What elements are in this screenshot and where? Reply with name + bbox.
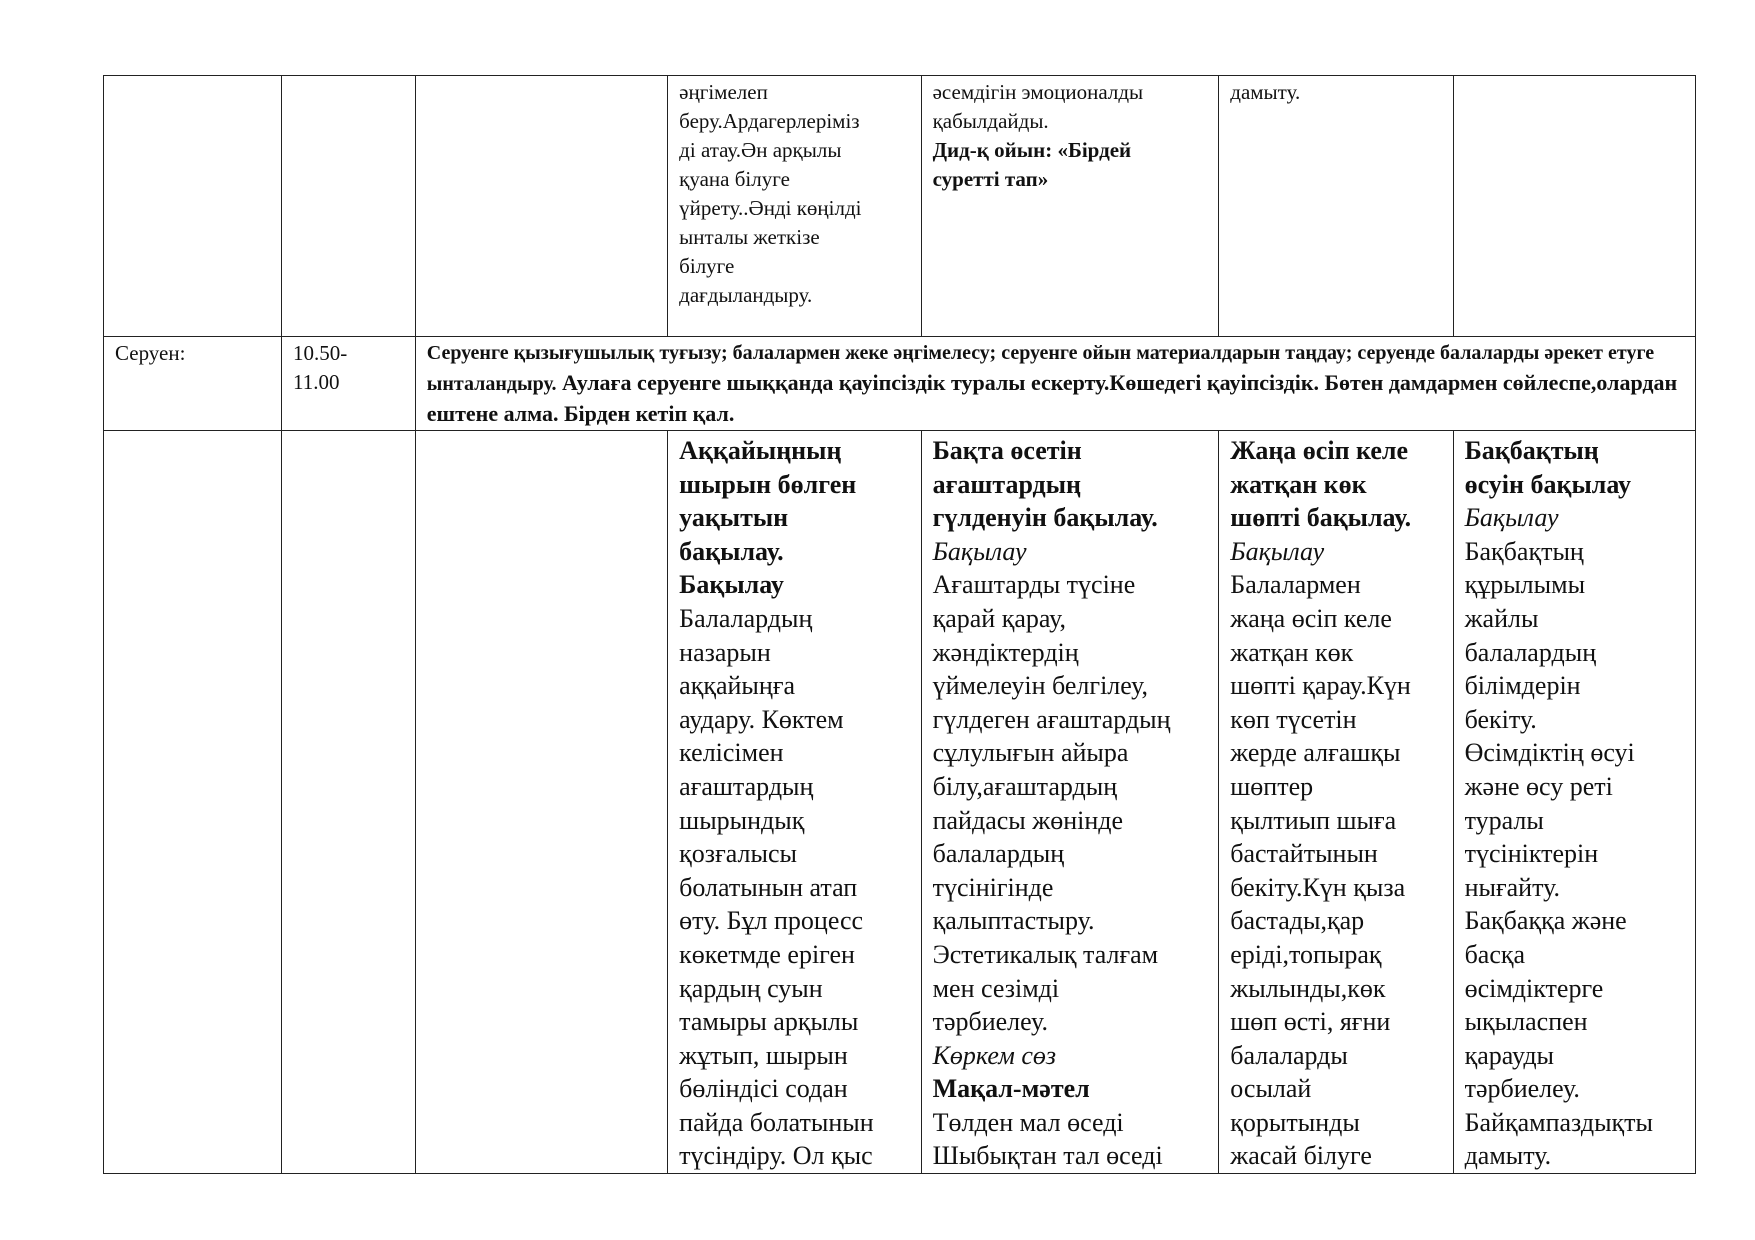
text-line: бастайтынын — [1230, 839, 1378, 869]
observation-title: гүлденуін бақылау. — [932, 503, 1158, 533]
text-line: әңгімелеп — [679, 80, 768, 104]
text-line: ағаштардың — [679, 771, 814, 801]
proverb-line: Төлден мал өседі — [932, 1107, 1124, 1137]
text-line: дамыту. — [1464, 1141, 1552, 1171]
observation-title: уақытын — [679, 503, 789, 533]
text-line: осылай — [1230, 1074, 1312, 1104]
observation-title: Бақта өсетін — [932, 436, 1082, 465]
observation-subtitle: Бақылау — [1230, 536, 1325, 566]
text-line: туралы — [1464, 805, 1544, 835]
cell-empty — [415, 431, 667, 1174]
text-line: ықыласпен — [1464, 1007, 1588, 1037]
observation-subtitle: Бақылау — [1464, 503, 1559, 533]
cell-day-5-text — [921, 76, 1219, 337]
cell-empty — [104, 76, 282, 337]
observation-dandelion — [1453, 431, 1695, 1174]
text-line: Бақбаққа және — [1464, 906, 1627, 936]
text-line: үйрету..Әнді көңілді — [679, 196, 862, 220]
walk-description — [415, 337, 1695, 431]
text-line: дағдыландыру. — [679, 283, 813, 307]
text-line: жұтып, шырын — [679, 1040, 848, 1070]
walk-label: Серуен: — [115, 341, 186, 365]
observation-blooming-trees — [921, 431, 1219, 1174]
text-line: келісімен — [679, 738, 784, 768]
text-line: аққайыңға — [679, 671, 796, 701]
text-line: тәрбиелеу. — [932, 1007, 1048, 1037]
text-line: өсімдіктерге — [1464, 973, 1604, 1003]
text-line: еріді,топырақ — [1230, 939, 1382, 969]
text-line: өту. Бұл процесс — [679, 906, 864, 936]
text-line: білу,ағаштардың — [932, 771, 1118, 801]
text-line: түсініктерін — [1464, 839, 1599, 869]
text-line: түсіндіру. Ол қыс — [679, 1141, 873, 1171]
text-line: шөп өсті, яғни — [1230, 1007, 1391, 1037]
text-line: білуге — [679, 254, 735, 278]
observation-subtitle: Бақылау — [679, 570, 784, 600]
walk-safety-note: Аулаға серуенге шыққанда қауіпсіздік туралы ескерту.Көшедегі қауіпсіздік. Бөтен дамдармен сөйлеспе,олардан ештене алма. Бірден кетіп қал. — [426, 370, 1678, 426]
text-line: пайдасы жөнінде — [932, 805, 1124, 835]
time-start: 10.50- — [293, 341, 348, 365]
text-line: Байқампаздықты — [1464, 1107, 1654, 1137]
text-line: жылынды,көк — [1230, 973, 1386, 1003]
walk-note-small: Серуенге қызығушылық туғызу; балалармен жеке әңгімелесу; серуенге ойын материалдарын таңдау; серуенде балаларды әрекет етуге ынталандыру. — [426, 342, 1655, 395]
text-line: Ағаштарды түсіне — [932, 570, 1136, 600]
text-line: бекіту. — [1464, 704, 1537, 734]
observation-title: Бақбақтың — [1464, 436, 1599, 465]
text-line: қорытынды — [1230, 1107, 1360, 1137]
text-line: балалардың — [932, 839, 1065, 869]
text-line: ді атау.Ән арқылы — [679, 138, 842, 162]
text-line: Эстетикалық талғам — [932, 939, 1159, 969]
text-line: әсемдігін эмоционалды — [932, 80, 1144, 104]
proverb-heading: Мақал-мәтел — [932, 1074, 1090, 1104]
text-line: бекіту.Күн қыза — [1230, 872, 1406, 902]
text-line: бөліндісі содан — [679, 1074, 848, 1104]
text-line: мен сезімді — [932, 973, 1060, 1003]
cell-empty — [1453, 76, 1695, 337]
table-row-continued — [104, 76, 1696, 337]
text-line: жәндіктердің — [932, 637, 1079, 667]
cell-day-6-text — [1219, 76, 1453, 337]
text-line: қарай қарау, — [932, 603, 1067, 633]
text-line: пайда болатынын — [679, 1107, 874, 1137]
text-line: қозғалысы — [679, 839, 797, 869]
text-line: құрылымы — [1464, 570, 1586, 600]
text-line: білімдерін — [1464, 671, 1581, 701]
text-line: Өсімдіктің өсуі — [1464, 738, 1635, 768]
didactic-game-title: суретті тап» — [932, 167, 1049, 191]
text-line: шөптер — [1230, 771, 1314, 801]
text-line: көкетмде еріген — [679, 939, 855, 969]
daily-plan-table — [103, 75, 1696, 1174]
text-line: тәрбиелеу. — [1464, 1074, 1580, 1104]
text-line: Балалардың — [679, 603, 813, 633]
text-line: тамыры арқылы — [679, 1007, 859, 1037]
text-line: көп түсетін — [1230, 704, 1357, 734]
text-line: назарын — [679, 637, 771, 667]
text-line: қалыптастыру. — [932, 906, 1095, 936]
table-row-walk — [104, 337, 1696, 431]
text-line: жаңа өсіп келе — [1230, 603, 1392, 633]
text-line: қарауды — [1464, 1040, 1555, 1070]
observation-title: шырын бөлген — [679, 469, 857, 499]
text-line: балалардың — [1464, 637, 1597, 667]
cell-empty — [282, 76, 416, 337]
observation-green-grass — [1219, 431, 1453, 1174]
text-line: гүлдеген ағаштардың — [932, 704, 1171, 734]
text-line: шырындық — [679, 805, 805, 835]
text-line: жерде алғашқы — [1230, 738, 1401, 768]
observation-title: ағаштардың — [932, 469, 1081, 499]
text-line: қабылдайды. — [932, 109, 1049, 133]
text-line: бастады,қар — [1230, 906, 1365, 936]
text-line: қылтиып шыға — [1230, 805, 1397, 835]
text-line: болатынын атап — [679, 872, 858, 902]
activity-label — [104, 337, 282, 431]
text-line: сұлулығын айыра — [932, 738, 1129, 768]
text-line: қуана білуге — [679, 167, 790, 191]
text-line: басқа — [1464, 939, 1526, 969]
text-line: жатқан көк — [1230, 637, 1354, 667]
text-line: беру.Ардагерлеріміз — [679, 109, 860, 133]
text-line: балаларды — [1230, 1040, 1348, 1070]
proverb-line: Шыбықтан тал өседі — [932, 1141, 1163, 1171]
text-line: нығайту. — [1464, 872, 1560, 902]
text-line: Бақбақтың — [1464, 536, 1584, 566]
text-line: шөпті қарау.Күн — [1230, 671, 1411, 701]
observation-subtitle: Бақылау — [932, 536, 1027, 566]
text-line: түсінігінде — [932, 872, 1054, 902]
text-line: дамыту. — [1230, 80, 1301, 104]
text-line: қардың суын — [679, 973, 823, 1003]
cell-empty — [415, 76, 667, 337]
cell-empty — [282, 431, 416, 1174]
text-line: және өсу реті — [1464, 771, 1613, 801]
time-cell — [282, 337, 416, 431]
text-line: аудару. Көктем — [679, 704, 844, 734]
didactic-game-title: Дид-қ ойын: «Бірдей — [932, 138, 1132, 162]
observation-title: Жаңа өсіп келе — [1230, 436, 1409, 465]
text-line: ынталы жеткізе — [679, 225, 820, 249]
time-end: 11.00 — [293, 370, 340, 394]
text-line: Балалармен — [1230, 570, 1361, 600]
cell-empty — [104, 431, 282, 1174]
cell-day-4-text — [668, 76, 921, 337]
artistic-word-subtitle: Көркем сөз — [932, 1040, 1057, 1070]
observation-birch-sap — [668, 431, 921, 1174]
text-line: үймелеуін белгілеу, — [932, 671, 1149, 701]
observation-title: жатқан көк — [1230, 469, 1367, 499]
observation-title: Аққайыңның — [679, 436, 842, 465]
observation-title: шөпті бақылау. — [1230, 503, 1412, 533]
table-row-observations — [104, 431, 1696, 1174]
text-line: жайлы — [1464, 603, 1539, 633]
observation-title: бақылау. — [679, 536, 784, 566]
observation-title: өсуін бақылау — [1464, 469, 1632, 499]
text-line: жасай білуге — [1230, 1141, 1372, 1171]
